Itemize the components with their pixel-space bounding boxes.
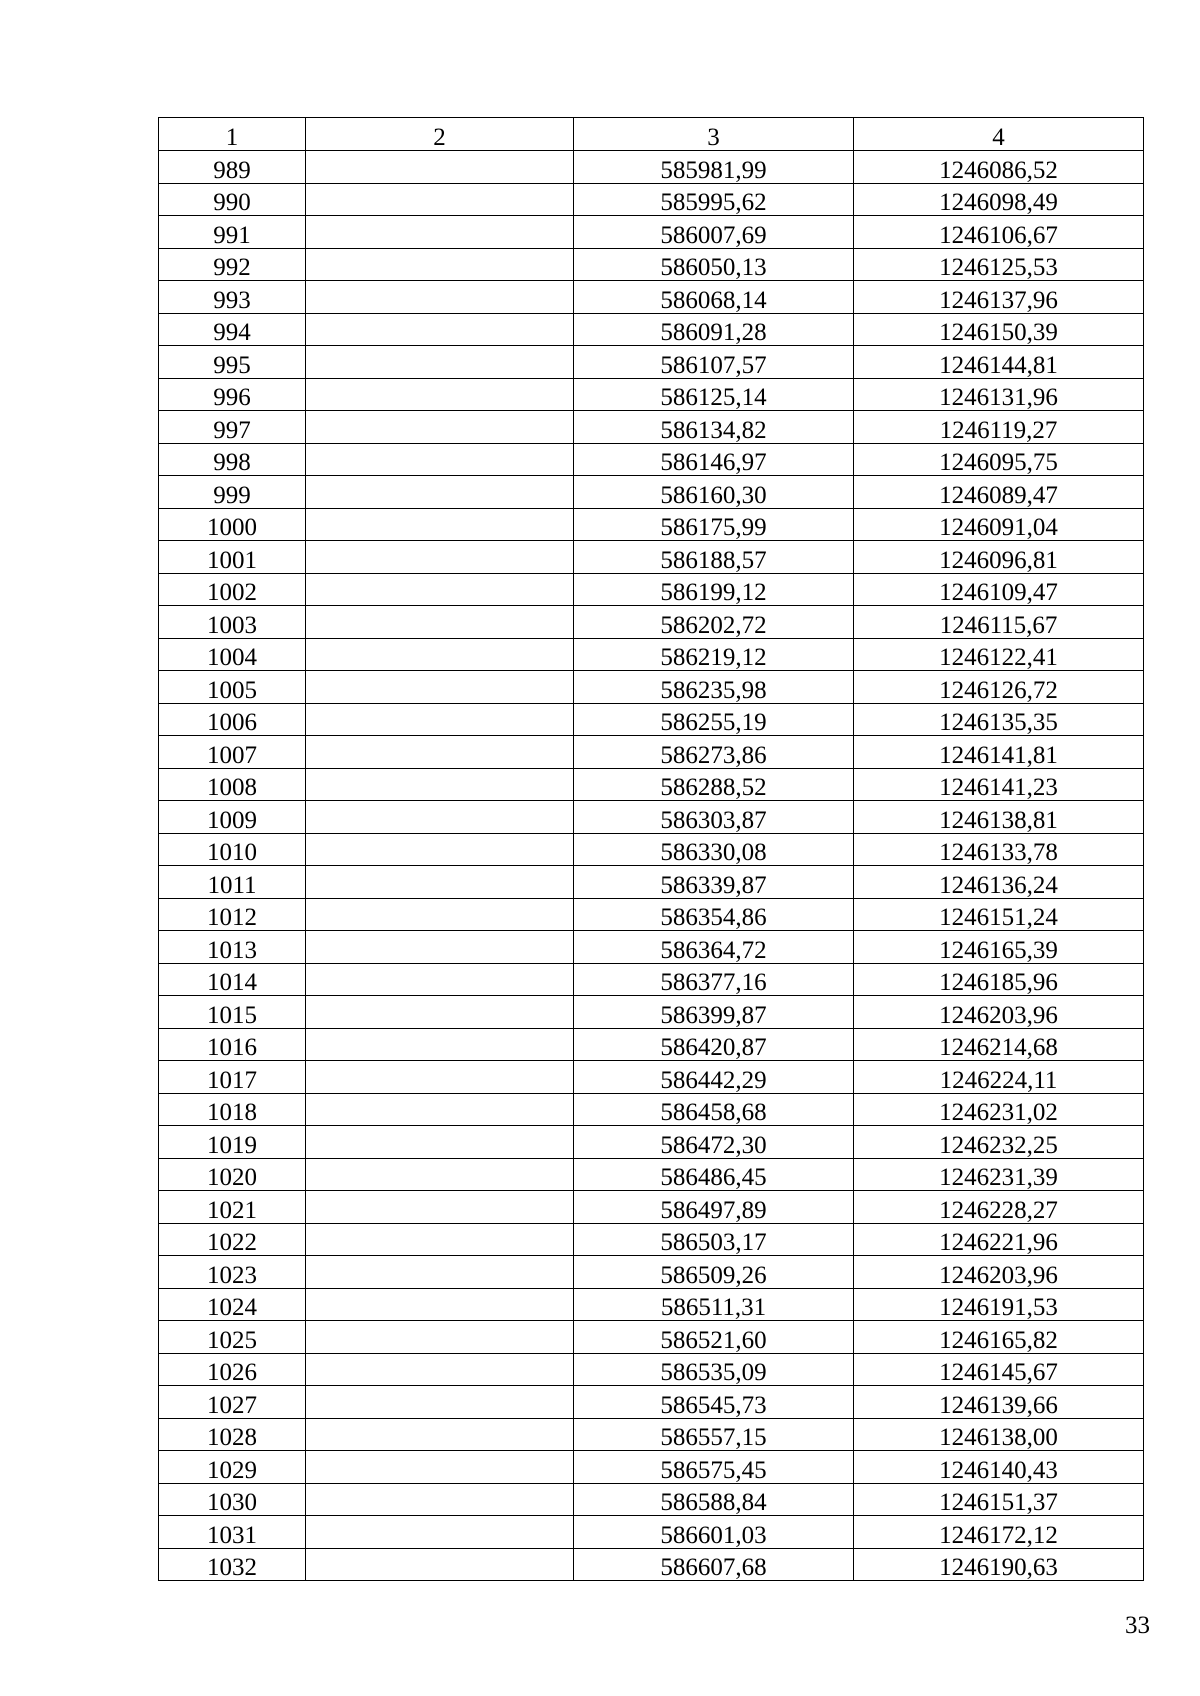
table-row	[159, 1028, 1144, 1061]
description-cell	[306, 1028, 574, 1061]
point-number-cell: 1022	[159, 1223, 306, 1256]
table-row	[159, 508, 1144, 541]
y-coordinate-cell: 1246203,96	[854, 1256, 1144, 1289]
point-number-cell: 1003	[159, 606, 306, 639]
table-row	[159, 671, 1144, 704]
table-row	[159, 931, 1144, 964]
description-cell	[306, 1516, 574, 1549]
x-coordinate-cell: 586354,86	[574, 898, 854, 931]
description-cell	[306, 931, 574, 964]
x-coordinate-cell: 586364,72	[574, 931, 854, 964]
y-coordinate-cell: 1246190,63	[854, 1548, 1144, 1581]
description-cell	[306, 638, 574, 671]
y-coordinate-cell: 1246125,53	[854, 248, 1144, 281]
table-row	[159, 1516, 1144, 1549]
description-cell	[306, 1386, 574, 1419]
x-coordinate-cell: 586588,84	[574, 1483, 854, 1516]
x-coordinate-cell: 586497,89	[574, 1191, 854, 1224]
description-cell	[306, 1353, 574, 1386]
y-coordinate-cell: 1246231,39	[854, 1158, 1144, 1191]
x-coordinate-cell: 586146,97	[574, 443, 854, 476]
description-cell	[306, 996, 574, 1029]
table-row	[159, 1386, 1144, 1419]
point-number-cell: 1016	[159, 1028, 306, 1061]
point-number-cell: 1012	[159, 898, 306, 931]
description-cell	[306, 573, 574, 606]
table-row	[159, 1353, 1144, 1386]
point-number-cell: 1026	[159, 1353, 306, 1386]
point-number-cell: 1031	[159, 1516, 306, 1549]
point-number-cell: 1030	[159, 1483, 306, 1516]
y-coordinate-cell: 1246165,82	[854, 1321, 1144, 1354]
point-number-cell: 1002	[159, 573, 306, 606]
description-cell	[306, 313, 574, 346]
x-coordinate-cell: 586399,87	[574, 996, 854, 1029]
y-coordinate-cell: 1246151,37	[854, 1483, 1144, 1516]
x-coordinate-cell: 586235,98	[574, 671, 854, 704]
table-row	[159, 1288, 1144, 1321]
y-coordinate-cell: 1246228,27	[854, 1191, 1144, 1224]
description-cell	[306, 1321, 574, 1354]
table-row	[159, 703, 1144, 736]
description-cell	[306, 411, 574, 444]
table-row	[159, 1451, 1144, 1484]
point-number-cell: 1029	[159, 1451, 306, 1484]
column-header-4: 4	[854, 118, 1144, 151]
point-number-cell: 995	[159, 346, 306, 379]
point-number-cell: 990	[159, 183, 306, 216]
y-coordinate-cell: 1246122,41	[854, 638, 1144, 671]
x-coordinate-cell: 586160,30	[574, 476, 854, 509]
x-coordinate-cell: 586175,99	[574, 508, 854, 541]
x-coordinate-cell: 586509,26	[574, 1256, 854, 1289]
y-coordinate-cell: 1246141,23	[854, 768, 1144, 801]
description-cell	[306, 1061, 574, 1094]
y-coordinate-cell: 1246191,53	[854, 1288, 1144, 1321]
table-row	[159, 801, 1144, 834]
point-number-cell: 1014	[159, 963, 306, 996]
description-cell	[306, 476, 574, 509]
y-coordinate-cell: 1246091,04	[854, 508, 1144, 541]
y-coordinate-cell: 1246136,24	[854, 866, 1144, 899]
description-cell	[306, 963, 574, 996]
x-coordinate-cell: 586202,72	[574, 606, 854, 639]
description-cell	[306, 736, 574, 769]
y-coordinate-cell: 1246150,39	[854, 313, 1144, 346]
x-coordinate-cell: 586575,45	[574, 1451, 854, 1484]
x-coordinate-cell: 586486,45	[574, 1158, 854, 1191]
table-row	[159, 996, 1144, 1029]
x-coordinate-cell: 586125,14	[574, 378, 854, 411]
point-number-cell: 991	[159, 216, 306, 249]
table-body	[159, 151, 1144, 1581]
y-coordinate-cell: 1246231,02	[854, 1093, 1144, 1126]
description-cell	[306, 671, 574, 704]
y-coordinate-cell: 1246095,75	[854, 443, 1144, 476]
y-coordinate-cell: 1246141,81	[854, 736, 1144, 769]
table-row	[159, 1321, 1144, 1354]
y-coordinate-cell: 1246165,39	[854, 931, 1144, 964]
x-coordinate-cell: 586442,29	[574, 1061, 854, 1094]
point-number-cell: 998	[159, 443, 306, 476]
table-row	[159, 898, 1144, 931]
table-row	[159, 736, 1144, 769]
y-coordinate-cell: 1246106,67	[854, 216, 1144, 249]
x-coordinate-cell: 586068,14	[574, 281, 854, 314]
point-number-cell: 1032	[159, 1548, 306, 1581]
description-cell	[306, 1451, 574, 1484]
x-coordinate-cell: 586458,68	[574, 1093, 854, 1126]
x-coordinate-cell: 586339,87	[574, 866, 854, 899]
y-coordinate-cell: 1246096,81	[854, 541, 1144, 574]
point-number-cell: 1006	[159, 703, 306, 736]
table-row	[159, 1061, 1144, 1094]
point-number-cell: 989	[159, 151, 306, 184]
coordinates-table	[158, 117, 1144, 1581]
x-coordinate-cell: 586050,13	[574, 248, 854, 281]
x-coordinate-cell: 586503,17	[574, 1223, 854, 1256]
x-coordinate-cell: 586255,19	[574, 703, 854, 736]
point-number-cell: 1011	[159, 866, 306, 899]
point-number-cell: 1000	[159, 508, 306, 541]
description-cell	[306, 216, 574, 249]
y-coordinate-cell: 1246126,72	[854, 671, 1144, 704]
point-number-cell: 1024	[159, 1288, 306, 1321]
table-row	[159, 638, 1144, 671]
table-row	[159, 313, 1144, 346]
table-row	[159, 443, 1144, 476]
y-coordinate-cell: 1246214,68	[854, 1028, 1144, 1061]
description-cell	[306, 1223, 574, 1256]
x-coordinate-cell: 585981,99	[574, 151, 854, 184]
description-cell	[306, 1191, 574, 1224]
table-row	[159, 606, 1144, 639]
point-number-cell: 1008	[159, 768, 306, 801]
point-number-cell: 1025	[159, 1321, 306, 1354]
y-coordinate-cell: 1246119,27	[854, 411, 1144, 444]
point-number-cell: 1023	[159, 1256, 306, 1289]
description-cell	[306, 703, 574, 736]
point-number-cell: 1021	[159, 1191, 306, 1224]
description-cell	[306, 1093, 574, 1126]
y-coordinate-cell: 1246098,49	[854, 183, 1144, 216]
point-number-cell: 1015	[159, 996, 306, 1029]
description-cell	[306, 1288, 574, 1321]
x-coordinate-cell: 586188,57	[574, 541, 854, 574]
x-coordinate-cell: 586607,68	[574, 1548, 854, 1581]
y-coordinate-cell: 1246145,67	[854, 1353, 1144, 1386]
x-coordinate-cell: 586134,82	[574, 411, 854, 444]
table-row	[159, 1483, 1144, 1516]
table-row	[159, 1256, 1144, 1289]
point-number-cell: 996	[159, 378, 306, 411]
table-row	[159, 216, 1144, 249]
table-row	[159, 833, 1144, 866]
table-row	[159, 866, 1144, 899]
x-coordinate-cell: 586273,86	[574, 736, 854, 769]
description-cell	[306, 833, 574, 866]
y-coordinate-cell: 1246144,81	[854, 346, 1144, 379]
point-number-cell: 1013	[159, 931, 306, 964]
y-coordinate-cell: 1246137,96	[854, 281, 1144, 314]
y-coordinate-cell: 1246115,67	[854, 606, 1144, 639]
y-coordinate-cell: 1246089,47	[854, 476, 1144, 509]
table-row	[159, 346, 1144, 379]
table-row	[159, 963, 1144, 996]
point-number-cell: 1007	[159, 736, 306, 769]
point-number-cell: 1020	[159, 1158, 306, 1191]
table-row	[159, 1158, 1144, 1191]
description-cell	[306, 248, 574, 281]
x-coordinate-cell: 586472,30	[574, 1126, 854, 1159]
column-header-1: 1	[159, 118, 306, 151]
column-header-3: 3	[574, 118, 854, 151]
table-row	[159, 411, 1144, 444]
x-coordinate-cell: 586535,09	[574, 1353, 854, 1386]
page-number: 33	[1125, 1612, 1150, 1639]
y-coordinate-cell: 1246203,96	[854, 996, 1144, 1029]
description-cell	[306, 541, 574, 574]
table-row	[159, 1418, 1144, 1451]
point-number-cell: 1019	[159, 1126, 306, 1159]
table-row	[159, 541, 1144, 574]
table-row	[159, 183, 1144, 216]
y-coordinate-cell: 1246133,78	[854, 833, 1144, 866]
point-number-cell: 993	[159, 281, 306, 314]
point-number-cell: 1018	[159, 1093, 306, 1126]
column-header-2: 2	[306, 118, 574, 151]
point-number-cell: 992	[159, 248, 306, 281]
x-coordinate-cell: 586288,52	[574, 768, 854, 801]
description-cell	[306, 281, 574, 314]
y-coordinate-cell: 1246139,66	[854, 1386, 1144, 1419]
x-coordinate-cell: 586601,03	[574, 1516, 854, 1549]
y-coordinate-cell: 1246172,12	[854, 1516, 1144, 1549]
table-header-row	[159, 118, 1144, 151]
y-coordinate-cell: 1246135,35	[854, 703, 1144, 736]
description-cell	[306, 1418, 574, 1451]
y-coordinate-cell: 1246185,96	[854, 963, 1144, 996]
x-coordinate-cell: 586303,87	[574, 801, 854, 834]
description-cell	[306, 1483, 574, 1516]
x-coordinate-cell: 586330,08	[574, 833, 854, 866]
x-coordinate-cell: 586107,57	[574, 346, 854, 379]
point-number-cell: 1027	[159, 1386, 306, 1419]
x-coordinate-cell: 586511,31	[574, 1288, 854, 1321]
x-coordinate-cell: 586219,12	[574, 638, 854, 671]
point-number-cell: 999	[159, 476, 306, 509]
table-row	[159, 768, 1144, 801]
y-coordinate-cell: 1246086,52	[854, 151, 1144, 184]
point-number-cell: 1017	[159, 1061, 306, 1094]
description-cell	[306, 1256, 574, 1289]
description-cell	[306, 768, 574, 801]
point-number-cell: 1009	[159, 801, 306, 834]
table-row	[159, 248, 1144, 281]
description-cell	[306, 1126, 574, 1159]
y-coordinate-cell: 1246138,81	[854, 801, 1144, 834]
description-cell	[306, 1158, 574, 1191]
description-cell	[306, 183, 574, 216]
table-row	[159, 476, 1144, 509]
x-coordinate-cell: 585995,62	[574, 183, 854, 216]
table-row	[159, 378, 1144, 411]
description-cell	[306, 898, 574, 931]
x-coordinate-cell: 586007,69	[574, 216, 854, 249]
x-coordinate-cell: 586091,28	[574, 313, 854, 346]
description-cell	[306, 1548, 574, 1581]
point-number-cell: 1005	[159, 671, 306, 704]
y-coordinate-cell: 1246232,25	[854, 1126, 1144, 1159]
description-cell	[306, 801, 574, 834]
point-number-cell: 1028	[159, 1418, 306, 1451]
point-number-cell: 1010	[159, 833, 306, 866]
x-coordinate-cell: 586545,73	[574, 1386, 854, 1419]
description-cell	[306, 606, 574, 639]
y-coordinate-cell: 1246140,43	[854, 1451, 1144, 1484]
table-row	[159, 1191, 1144, 1224]
x-coordinate-cell: 586377,16	[574, 963, 854, 996]
x-coordinate-cell: 586420,87	[574, 1028, 854, 1061]
x-coordinate-cell: 586521,60	[574, 1321, 854, 1354]
x-coordinate-cell: 586557,15	[574, 1418, 854, 1451]
table-row	[159, 573, 1144, 606]
description-cell	[306, 151, 574, 184]
table-row	[159, 1093, 1144, 1126]
table-row	[159, 1223, 1144, 1256]
point-number-cell: 994	[159, 313, 306, 346]
table-row	[159, 281, 1144, 314]
table-row	[159, 1126, 1144, 1159]
y-coordinate-cell: 1246131,96	[854, 378, 1144, 411]
y-coordinate-cell: 1246151,24	[854, 898, 1144, 931]
description-cell	[306, 378, 574, 411]
description-cell	[306, 508, 574, 541]
point-number-cell: 997	[159, 411, 306, 444]
description-cell	[306, 443, 574, 476]
description-cell	[306, 866, 574, 899]
point-number-cell: 1004	[159, 638, 306, 671]
x-coordinate-cell: 586199,12	[574, 573, 854, 606]
description-cell	[306, 346, 574, 379]
y-coordinate-cell: 1246138,00	[854, 1418, 1144, 1451]
point-number-cell: 1001	[159, 541, 306, 574]
table-row	[159, 1548, 1144, 1581]
y-coordinate-cell: 1246221,96	[854, 1223, 1144, 1256]
y-coordinate-cell: 1246109,47	[854, 573, 1144, 606]
table-row	[159, 151, 1144, 184]
y-coordinate-cell: 1246224,11	[854, 1061, 1144, 1094]
